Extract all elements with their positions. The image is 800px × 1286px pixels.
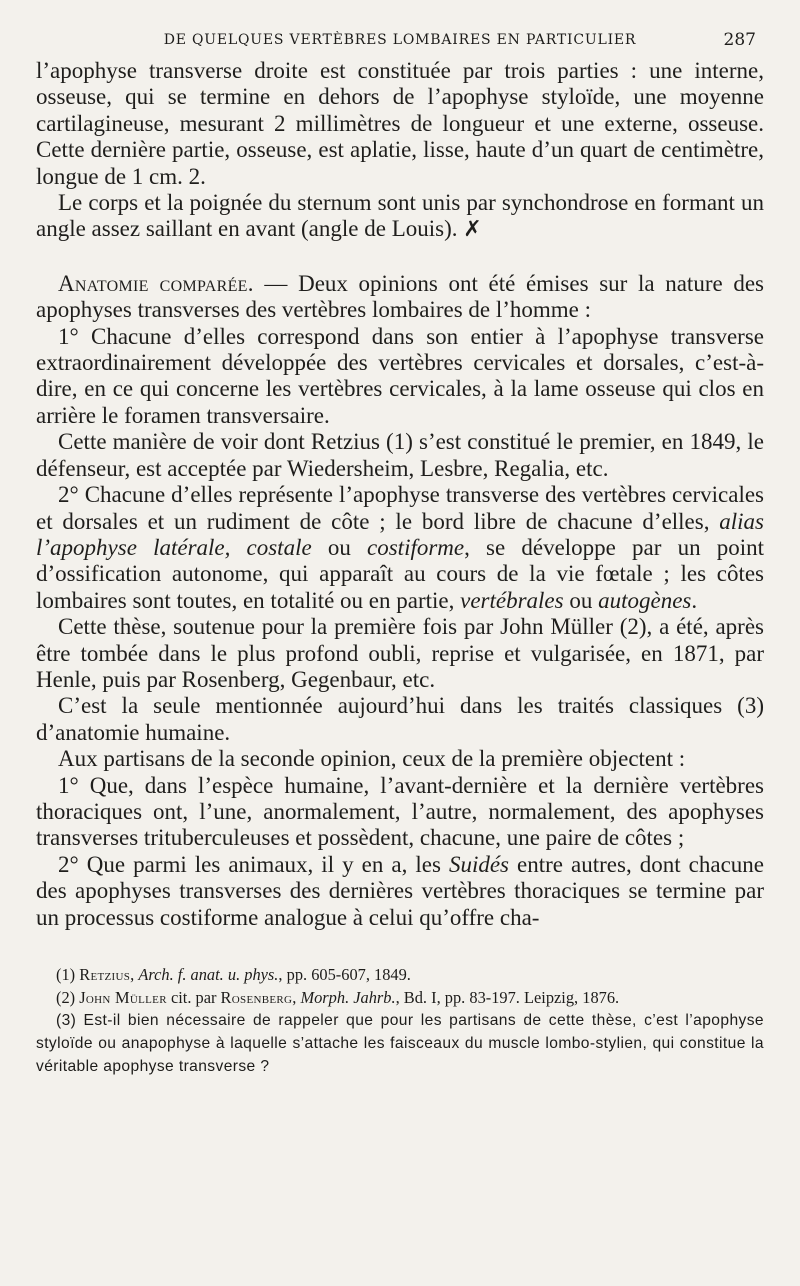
paragraph-3: [36, 271, 764, 324]
paragraph-4: 1° Chacune d’elles correspond dans son entier à l’apophyse transverse extraordinairement développée des vertèbres cervicales et dorsales, c’est-à-dire, en ce qui concerne les vertèbres cervicales, à la lame osseuse qui clos en arrière le foramen transversaire.: [36, 323, 764, 428]
footnote-2-separator: ,: [292, 988, 301, 1007]
footnote-1-rest: , pp. 605-607, 1849.: [278, 965, 411, 984]
paragraph-5: Cette manière de voir dont Retzius (1) s’est constitué le premier, en 1849, le défenseur, est acceptée par Wiedersheim, Lesbre, Regalia, etc.: [36, 429, 764, 481]
running-title: DE QUELQUES VERTÈBRES LOMBAIRES EN PARTICULIER: [163, 32, 637, 48]
paragraph-2: [36, 190, 764, 243]
footnote-3: (3) Est-il bien nécessaire de rappeler que pour les partisans de cette thèse, c’est l’apophyse styloïde ou anapophyse à laquelle s’attache les faisceaux du muscle lombo-stylien, qui constitue la véritable apophyse transverse ?: [36, 1012, 764, 1075]
handwritten-cross-mark: ✗: [463, 216, 482, 242]
paragraph-6-part-b: ou: [311, 534, 368, 560]
paragraph-6-part-c: , se développe par un point d’ossification autonome, qui apparaît au cours de la vie fœtale ; les côtes lombaires sont toutes, en totalité ou en partie,: [36, 534, 765, 613]
footnote-1-number: (1): [56, 965, 80, 984]
paragraph-11: [36, 852, 764, 931]
main-text: [36, 58, 764, 931]
footnote-2-middle: cit. par: [166, 988, 221, 1007]
paragraph-11-italic: Suidés: [448, 851, 510, 877]
paragraph-11-part-a: 2° Que parmi les animaux, il y en a, les: [58, 851, 449, 877]
paragraph-6-part-d: ou: [563, 587, 599, 613]
footnote-2-number: (2): [56, 988, 80, 1007]
paragraph-6-part-e: .: [691, 587, 698, 613]
footnote-1-journal: Arch. f. anat. u. phys.: [138, 965, 279, 984]
footnote-1: [36, 963, 764, 986]
paragraph-3-text: — Deux opinions ont été émises sur la nature des apophyses transverses des vertèbres lombaires de l’homme :: [36, 270, 764, 323]
footnote-1-separator: ,: [130, 965, 139, 984]
section-gap: [36, 243, 764, 271]
running-header: [36, 28, 764, 58]
footnotes: [36, 963, 764, 1078]
section-heading: Anatomie comparée.: [58, 270, 254, 296]
paragraph-6-italic-4: autogènes: [598, 587, 692, 613]
paragraph-11-part-b: entre autres, dont chacune des apophyses transverses des dernières vertèbres thoraciques se termine par un processus costiforme analogue à celui qu’offre cha-: [36, 851, 764, 930]
paragraph-7: Cette thèse, soutenue pour la première fois par John Müller (2), a été, après être tombée dans le plus profond oubli, reprise et vulgarisée, en 1871, par Henle, puis par Rosenberg, Gegenbaur, etc.: [36, 614, 764, 692]
paragraph-6-italic-1: alias l’apophyse latérale, costale: [36, 508, 764, 560]
paragraph-8: C’est la seule mentionnée aujourd’hui dans les traités classiques (3) d’anatomie humaine.: [36, 693, 764, 745]
footnote-2-rest: , Bd. I, pp. 83-197. Leipzig, 1876.: [395, 988, 620, 1007]
paragraph-10: 1° Que, dans l’espèce humaine, l’avant-dernière et la dernière vertèbres thoraciques ont, l’une, anormalement, l’autre, normalement, des apophyses transverses trituberculeuses et possèdent, chacune, une paire de côtes ;: [36, 772, 764, 851]
footnote-2-author-2: Rosenberg: [220, 988, 293, 1007]
footnote-2: [36, 986, 764, 1009]
footnote-2-journal: Morph. Jahrb.: [300, 988, 396, 1007]
paragraph-6: [36, 482, 764, 614]
page-number: 287: [723, 30, 756, 50]
paragraph-6-italic-2: costiforme: [367, 534, 465, 560]
paragraph-1: l’apophyse transverse droite est constituée par trois parties : une interne, osseuse, qui se termine en dehors de l’apophyse styloïde, une moyenne cartilagineuse, mesurant 2 millimètres de longueur et une externe, osseuse. Cette dernière partie, osseuse, est aplatie, lisse, haute d’un quart de centimètre, longue de 1 cm. 2.: [36, 58, 764, 189]
paragraph-6-italic-3: vertébrales: [460, 587, 564, 613]
footnote-1-author: Retzius: [79, 965, 131, 984]
paragraph-9: Aux partisans de la seconde opinion, ceux de la première objectent :: [58, 746, 686, 772]
footnote-2-author: John Müller: [79, 988, 167, 1007]
paragraph-6-part-a: 2° Chacune d’elles représente l’apophyse transverse des vertèbres cervicales et dorsales et un rudiment de côte ; le bord libre de chacune d’elles,: [36, 482, 764, 534]
paragraph-2-text: Le corps et la poignée du sternum sont unis par synchondrose en formant un angle assez saillant en avant (angle de Louis).: [36, 190, 764, 242]
